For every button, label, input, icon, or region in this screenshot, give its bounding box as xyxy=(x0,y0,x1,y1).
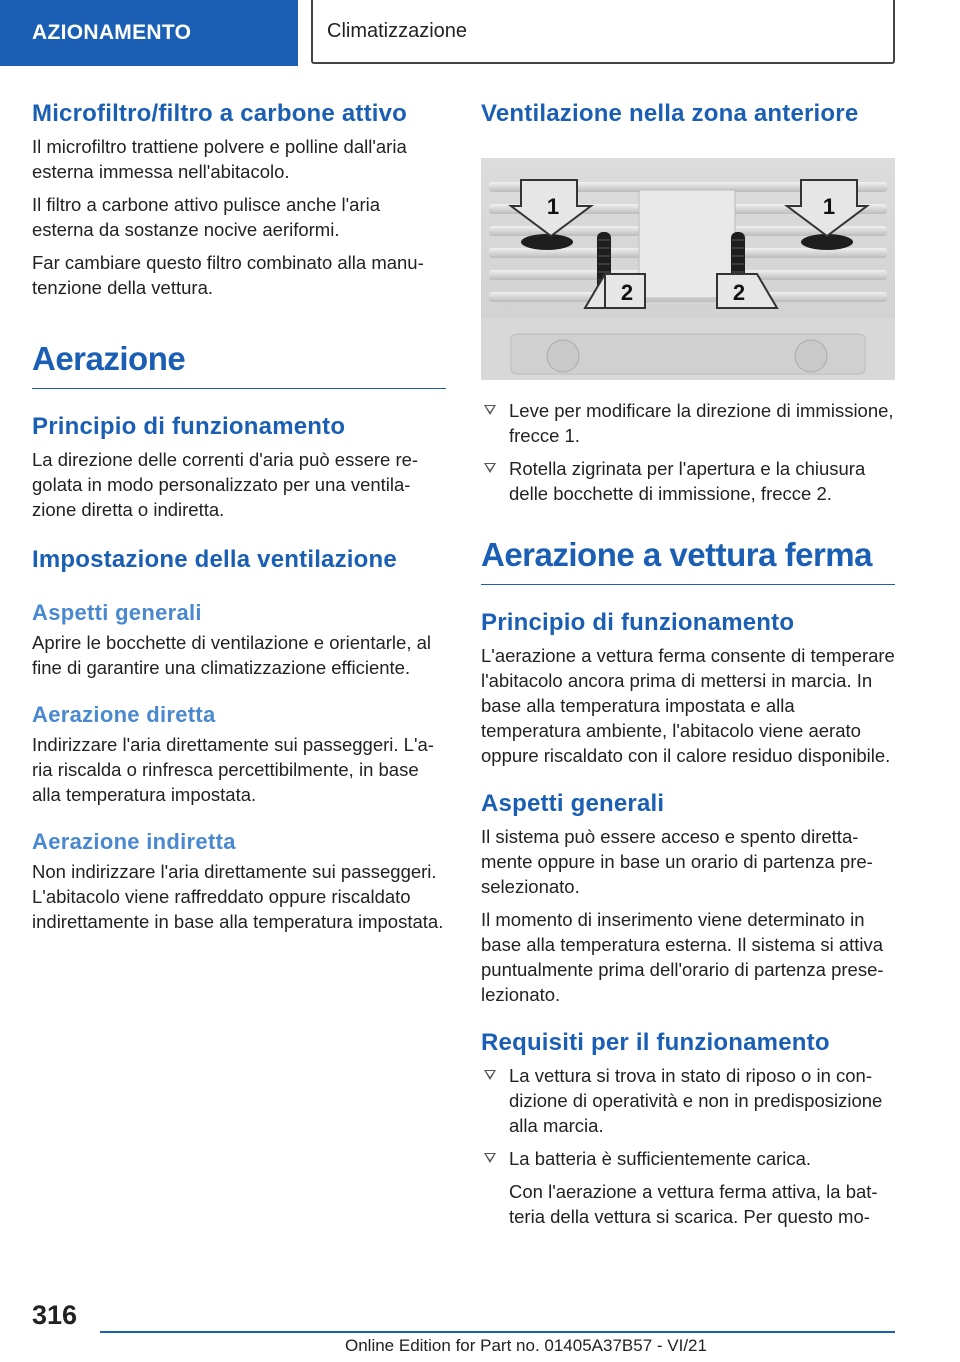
diretta-paragraph: Indirizzare l'aria direttamente sui passeggeri. L'aria riscalda o rinfresca percettibilmente, in base alla temperatura impostata. xyxy=(32,734,434,805)
ventilazione-heading: Ventilazione nella zona anteriore xyxy=(481,100,859,127)
principio-paragraph: La direzione delle correnti d'aria può essere regolata in modo personalizzato per una ventilazione diretta o indiretta. xyxy=(32,449,419,520)
triangle-bullet-icon xyxy=(484,1070,496,1080)
arrow-2-right-label: 2 xyxy=(732,280,746,305)
aerazione-heading: Aerazione xyxy=(32,340,446,389)
triangle-bullet-icon xyxy=(484,405,496,415)
list-item: Rotella zigrinata per l'apertura e la chiusura delle bocchette di immissione, frecce 2. xyxy=(481,456,895,506)
aspetti-paragraph: Aprire le bocchette di ventilazione e orientarle, al fine di garantire una climatizzazione efficiente. xyxy=(32,632,432,678)
page-number: 316 xyxy=(32,1300,78,1330)
arrow-1-left-label: 1 xyxy=(546,194,560,219)
principio-ferma-heading: Principio di funzionamento xyxy=(481,609,795,636)
triangle-bullet-icon xyxy=(484,1153,496,1163)
triangle-bullet-icon xyxy=(484,463,496,473)
footer-divider xyxy=(100,1331,895,1333)
arrow-2-left-label: 2 xyxy=(620,280,634,305)
impostazione-heading: Impostazione della ventilazione xyxy=(32,546,397,573)
microfilter-heading: Microfiltro/filtro a carbone attivo xyxy=(32,100,408,127)
requisiti-list xyxy=(481,1063,895,1171)
arrow-1-right-label: 1 xyxy=(822,194,836,219)
chapter-tab xyxy=(0,0,298,66)
left-column xyxy=(32,100,446,942)
edition-text: Online Edition for Part no. 01405A37B57 - VI/21 xyxy=(345,1336,707,1355)
list-item: La batteria è sufficientemente carica. xyxy=(481,1146,895,1171)
requisiti-heading: Requisiti per il funzionamento xyxy=(481,1029,830,1056)
requisiti-continuation: Con l'aerazione a vettura ferma attiva, la batteria della vettura si scarica. Per questo mo- xyxy=(509,1181,878,1227)
right-column xyxy=(481,100,895,1237)
principio-ferma-paragraph: L'aerazione a vettura ferma consente di temperare l'abitacolo ancora prima di mettersi in marcia. In base alla temperatura impostata e alla temperatura ambiente, l'abitacolo viene aerato oppure riscaldato con il calore residuo disponibile. xyxy=(481,645,895,766)
dashboard-vents-drawing xyxy=(481,158,895,380)
list-item: Leve per modificare la direzione di immissione, frecce 1. xyxy=(481,398,895,448)
aspetti-heading: Aspetti generali xyxy=(32,600,202,625)
aspetti-ferma-paragraph-2: Il momento di inserimento viene determinato in base alla temperatura esterna. Il sistema si attiva puntualmente prima dell'orario di partenza preselezionato. xyxy=(481,909,884,1005)
microfilter-paragraph-3: Far cambiare questo filtro combinato alla manutenzione della vettura. xyxy=(32,252,424,298)
aspetti-ferma-paragraph-1: Il sistema può essere acceso e spento direttamente oppure in base un orario di partenza preselezionato. xyxy=(481,826,873,897)
microfilter-paragraph-1: Il microfiltro trattiene polvere e polline dall'aria esterna immessa nell'abitacolo. xyxy=(32,136,407,182)
list-item: La vettura si trova in stato di riposo o in condizione di operatività e non in predisposizione alla marcia. xyxy=(481,1063,895,1138)
ventilazione-list xyxy=(481,398,895,506)
indiretta-heading: Aerazione indiretta xyxy=(32,829,236,854)
section-label: Climatizzazione xyxy=(327,19,468,42)
section-tab xyxy=(311,0,895,64)
microfilter-paragraph-2: Il filtro a carbone attivo pulisce anche l'aria esterna da sostanze nocive aeriformi. xyxy=(32,194,381,240)
chapter-label: AZIONAMENTO xyxy=(32,21,192,44)
ventilation-illustration xyxy=(481,158,895,380)
aspetti-ferma-heading: Aspetti generali xyxy=(481,790,665,817)
principio-heading: Principio di funzionamento xyxy=(32,413,346,440)
diretta-heading: Aerazione diretta xyxy=(32,702,216,727)
indiretta-paragraph: Non indirizzare l'aria direttamente sui passeggeri. L'abitacolo viene raffreddato oppure riscaldato indirettamente in base alla temperatura impostata. xyxy=(32,861,444,932)
ferma-heading: Aerazione a vettura ferma xyxy=(481,536,895,585)
